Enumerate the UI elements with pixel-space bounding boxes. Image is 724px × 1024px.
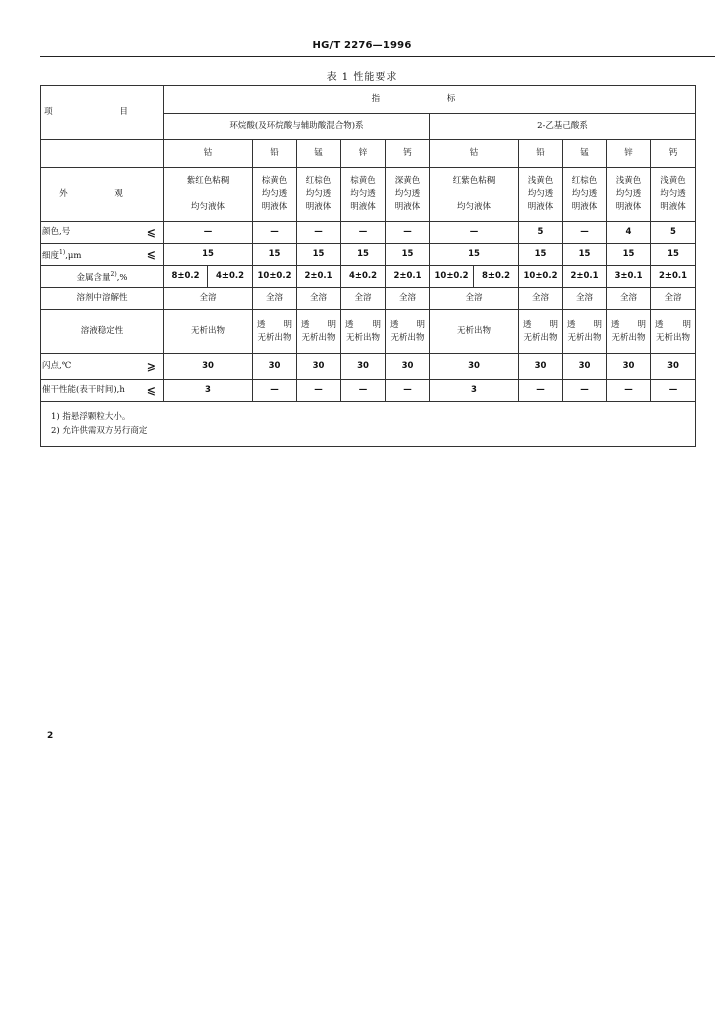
appearance-cell: 深黄色 均匀透 明液体: [386, 168, 430, 222]
fineness-cell: 15: [563, 244, 607, 266]
flash-point-cell: 30: [297, 354, 341, 380]
solubility-label: 溶剂中溶解性: [41, 288, 164, 310]
stability-cell: 透 明 无析出物: [386, 310, 430, 354]
metal-content-cell: 10±0.2: [430, 266, 474, 288]
solubility-cell: 全溶: [297, 288, 341, 310]
appearance-cell: 浅黄色 均匀透 明液体: [651, 168, 696, 222]
metal-content-row: [41, 266, 696, 288]
stability-row: [41, 310, 696, 354]
drying-cell: —: [297, 380, 341, 402]
drying-cell: —: [607, 380, 651, 402]
drying-cell: —: [253, 380, 297, 402]
appearance-cell: 红棕色 均匀透 明液体: [297, 168, 341, 222]
metal-cell: 锌: [341, 140, 386, 168]
metal-content-cell: 8±0.2: [474, 266, 519, 288]
metal-cell: 钙: [386, 140, 430, 168]
metal-content-cell: 2±0.1: [297, 266, 341, 288]
flash-point-cell: 30: [341, 354, 386, 380]
metal-content-cell: 2±0.1: [651, 266, 696, 288]
flash-point-cell: 30: [430, 354, 519, 380]
flash-point-row: [41, 354, 696, 380]
item-header: 项 目: [41, 86, 164, 140]
solubility-cell: 全溶: [651, 288, 696, 310]
page-number: 2: [47, 731, 54, 741]
standard-code: HG/T 2276—1996: [312, 40, 412, 51]
stability-cell: 透 明 无析出物: [651, 310, 696, 354]
color-cell: —: [164, 222, 253, 244]
fineness-cell: 15: [519, 244, 563, 266]
performance-table: [40, 85, 696, 447]
stability-cell: 无析出物: [430, 310, 519, 354]
drying-cell: 3: [164, 380, 253, 402]
flash-point-label: 闪点,℃ ⩾: [41, 354, 164, 380]
note-1: 1) 指悬浮颗粒大小。: [51, 412, 131, 422]
stability-cell: 透 明 无析出物: [519, 310, 563, 354]
appearance-cell: 红紫色粘稠 均匀液体: [430, 168, 519, 222]
note-2: 2) 允许供需双方另行商定: [51, 426, 148, 436]
stability-cell: 无析出物: [164, 310, 253, 354]
drying-row: [41, 380, 696, 402]
color-cell: 4: [607, 222, 651, 244]
solubility-cell: 全溶: [386, 288, 430, 310]
appearance-cell: 棕黄色 均匀透 明液体: [253, 168, 297, 222]
metal-content-cell: 2±0.1: [563, 266, 607, 288]
metal-cell: 锌: [607, 140, 651, 168]
metal-cell: 钴: [164, 140, 253, 168]
fineness-cell: 15: [386, 244, 430, 266]
appearance-cell: 浅黄色 均匀透 明液体: [519, 168, 563, 222]
flash-point-cell: 30: [386, 354, 430, 380]
group1-header: 环烷酸(及环烷酸与辅助酸混合物)系: [164, 114, 430, 140]
metal-content-cell: 10±0.2: [519, 266, 563, 288]
color-cell: —: [253, 222, 297, 244]
metal-cell: 锰: [297, 140, 341, 168]
color-cell: —: [386, 222, 430, 244]
appearance-cell: 棕黄色 均匀透 明液体: [341, 168, 386, 222]
metal-content-label: 金属含量$^{2)}$,%: [41, 266, 164, 288]
metal-content-cell: 10±0.2: [253, 266, 297, 288]
color-label: 颜色,号 ⩽: [41, 222, 164, 244]
metal-content-cell: 2±0.1: [386, 266, 430, 288]
flash-point-cell: 30: [607, 354, 651, 380]
metal-row: [41, 140, 696, 168]
metal-cell: 铅: [519, 140, 563, 168]
metal-content-cell: 8±0.2: [164, 266, 208, 288]
flash-point-cell: 30: [563, 354, 607, 380]
group2-header: 2-乙基己酸系: [430, 114, 696, 140]
fineness-cell: 15: [253, 244, 297, 266]
appearance-cell: 紫红色粘稠 均匀液体: [164, 168, 253, 222]
solubility-cell: 全溶: [341, 288, 386, 310]
drying-label: 催干性能(表干时间),h ⩽: [41, 380, 164, 402]
solubility-cell: 全溶: [607, 288, 651, 310]
fineness-label: 细度$^{1)}$,μm ⩽: [41, 244, 164, 266]
stability-label: 溶液稳定性: [41, 310, 164, 354]
metal-cell: 锰: [563, 140, 607, 168]
solubility-cell: 全溶: [519, 288, 563, 310]
stability-cell: 透 明 无析出物: [253, 310, 297, 354]
metal-cell: 铅: [253, 140, 297, 168]
flash-point-cell: 30: [164, 354, 253, 380]
index-header: 指 标: [164, 86, 696, 114]
table-notes: [41, 402, 696, 447]
fineness-cell: 15: [297, 244, 341, 266]
header-row-1: [41, 86, 696, 114]
metal-content-cell: 3±0.1: [607, 266, 651, 288]
notes-row: [41, 402, 696, 447]
color-row: [41, 222, 696, 244]
metal-content-cell: 4±0.2: [208, 266, 253, 288]
drying-cell: —: [519, 380, 563, 402]
color-cell: —: [563, 222, 607, 244]
drying-cell: —: [341, 380, 386, 402]
appearance-cell: 红棕色 均匀透 明液体: [563, 168, 607, 222]
color-cell: —: [430, 222, 519, 244]
stability-cell: 透 明 无析出物: [297, 310, 341, 354]
table-title: 表 1 性能要求: [326, 72, 398, 83]
stability-cell: 透 明 无析出物: [341, 310, 386, 354]
fineness-cell: 15: [430, 244, 519, 266]
drying-cell: —: [563, 380, 607, 402]
color-cell: —: [341, 222, 386, 244]
metal-cell: 钴: [430, 140, 519, 168]
solubility-cell: 全溶: [164, 288, 253, 310]
appearance-row: [41, 168, 696, 222]
solubility-cell: 全溶: [430, 288, 519, 310]
color-cell: 5: [651, 222, 696, 244]
flash-point-cell: 30: [519, 354, 563, 380]
drying-cell: —: [386, 380, 430, 402]
metal-row-label: [41, 140, 164, 168]
solubility-row: [41, 288, 696, 310]
drying-cell: 3: [430, 380, 519, 402]
color-cell: 5: [519, 222, 563, 244]
metal-content-cell: 4±0.2: [341, 266, 386, 288]
appearance-cell: 浅黄色 均匀透 明液体: [607, 168, 651, 222]
fineness-row: [41, 244, 696, 266]
metal-cell: 钙: [651, 140, 696, 168]
stability-cell: 透 明 无析出物: [563, 310, 607, 354]
appearance-label: 外 观: [41, 168, 164, 222]
solubility-cell: 全溶: [563, 288, 607, 310]
fineness-cell: 15: [164, 244, 253, 266]
flash-point-cell: 30: [651, 354, 696, 380]
solubility-cell: 全溶: [253, 288, 297, 310]
header-rule: [40, 56, 715, 57]
fineness-cell: 15: [607, 244, 651, 266]
stability-cell: 透 明 无析出物: [607, 310, 651, 354]
color-cell: —: [297, 222, 341, 244]
fineness-cell: 15: [651, 244, 696, 266]
drying-cell: —: [651, 380, 696, 402]
fineness-cell: 15: [341, 244, 386, 266]
flash-point-cell: 30: [253, 354, 297, 380]
